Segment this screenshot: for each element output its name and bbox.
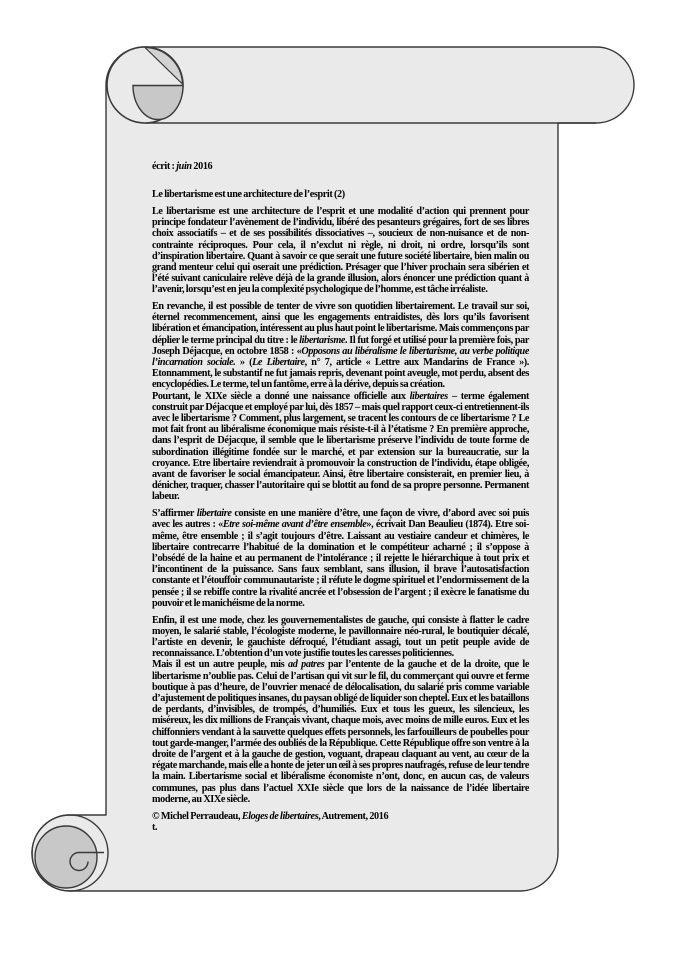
article-paragraph-4: S’affirmer libertaire consiste en une manière d’être, une façon de vivre, d’abord avec soi puis avec les autres : «Etre soi-même avant d’être ensemble», écrivait Dan Beaulieu (1874). Etre soi-même, être ensemble ; il s’agit toujours d’être. Laissant au vestiaire candeur et chimères, le libertaire contrecarre l’habitué de la domination et le compétiteur acharné ; il s’oppose à l’obsédé de la haine et au permanent de l’intolérance ; il rejette le hiérarchique à tout prix et l’incontinent de la puissance. Sans faux semblant, sans illusion, il brave l’autosatisfaction constante et l’étouffoir communautariste ; il réfute le dogme spirituel et l’endormissement de la pensée ; il se rebiffe contre la rivalité ancrée et l’obsession de l’argent ; il exècre le fanatisme du pouvoir et le manichéisme de la norme. (152, 508, 529, 609)
written-date-line: écrit : juin 2016 (152, 161, 213, 172)
bottom-curl-inner-roll (35, 826, 97, 888)
scroll-text (152, 161, 529, 833)
copyright-line: © Michel Perraudeau, Eloges de libertaires, Autrement, 2016 (152, 810, 389, 822)
stray-footnote: t. (152, 822, 158, 834)
article-paragraph-3: Pourtant, le XIXe siècle a donné une naissance officielle aux libertaires – terme également construit par Déjacque et employé par lui, dès 1857 – mais quel rapport ceux-ci entretiennent-ils avec le libertarisme ? Comment, plus largement, se tracent les contours de ce libertarisme ? Le mot fait front au libéralisme économique mais résiste-t-il à l’étatisme ? En première approche, dans l’esprit de Déjacque, il semble que le libertarisme préserve l’individu de toute forme de subordination illégitime fondée sur le marché, et par extension sur la bureaucratie, sur la croyance. Etre libertaire reviendrait à promouvoir la construction de l’individu, étape obligée, avant de favoriser le social émancipateur. Ainsi, être libertaire consisterait, en premier lieu, à dénicher, traquer, chasser l’autoritaire qui se blottit au fond de sa propre personne. Permanent labeur. (152, 390, 530, 503)
article-paragraph-2: En revanche, il est possible de tenter de vivre son quotidien libertairement. Le travail sur soi, éternel recommencement, ainsi que les engagements entraidistes, dès lors qu’ils favorisent libération et émancipation, intéressent au plus haut point le libertarisme. Mais commençons par déplier le terme principal du titre : le libertarisme. Il fut forgé et utilisé pour la première fois, par Joseph Déjacque, en octobre 1858 : «Opposons au libéralisme le libertarisme, au verbe politique l’incarnation sociale. » (Le Libertaire, n° 7, article « Lettre aux Mandarins de France »). Etonnamment, le substantif ne fut jamais repris, devenant point aveugle, mot perdu, absent des encyclopédies. Le terme, tel un fantôme, erre à la dérive, depuis sa création. (152, 301, 529, 391)
article-paragraph-1: Le libertarisme est une architecture de l’esprit et une modalité d’action qui prennent pour principe fondateur l’avènement de l’individu, libéré des pesanteurs grégaires, fort de ses libres choix associatifs – et de ses possibilités dissociatives –, soucieux de non-nuisance et de non-contrainte réciproques. Pour cela, il n’exclut ni règle, ni droit, ni ordre, lorsqu’ils sont d’inspiration libertaire. Quant à savoir ce que serait une future société libertaire, bien malin ou grand menteur celui qui oserait une prédiction. Présager que l’hiver prochain sera sibérien et l’été suivant caniculaire relève déjà de la grande illusion, alors énoncer une prédiction quant à l’avenir, lorsqu’est en jeu la complexité psychologique de l’homme, est tâche irréaliste. (152, 205, 529, 296)
article-paragraph-6: Mais il est un autre peuple, mis ad patres par l’entente de la gauche et de la droite, que le libertarisme n’oublie pas. Celui de l’artisan qui vit sur le fil, du commerçant qui ouvre et ferme boutique à pas d’heure, de l’ouvrier menacé de délocalisation, du salarié pris comme variable d’ajustement de politiques insanes, du paysan obligé de liquider son cheptel. Eux et les bataillons de perdants, d’invisibles, de trompés, d’humiliés. Eux et tous les gueux, les silencieux, les miséreux, les dix millions de Français vivant, chaque mois, avec moins de mille euros. Eux et les chiffonniers vendant à la sauvette quelques effets personnels, les farfouilleurs de poubelles pour tout garde-manger, l’armée des oubliés de la République. Cette République offre son ventre à la droite de l’argent et à la gauche de gestion, voguant, drapeau claquant au vent, au cœur de la régate marchande, mais elle a honte de jeter un œil à ses propres naufragés, refuse de leur tendre la main. Libertarisme social et libéralisme économiste n’ont, donc, en aucun cas, de valeurs communes, pas plus dans l’actuel XXIe siècle que lors de la naissance de l’idée libertaire moderne, au XIXe siècle. (152, 659, 530, 805)
article-title: Le libertarisme est une architecture de l’esprit (2) (152, 189, 345, 201)
article-paragraph-5: Enfin, il est une mode, chez les gouvernementalistes de gauche, qui consiste à flatter le cadre moyen, le salarié stable, l’écologiste moderne, le pavillonnaire néo-rural, le boutiquier décalé, l’artiste en devenir, le gauchiste défroqué, l’étudiant assagi, tout un petit peuple avide de reconnaissance. L’obtention d’un vote justifie toutes les caresses politiciennes. (152, 614, 529, 660)
